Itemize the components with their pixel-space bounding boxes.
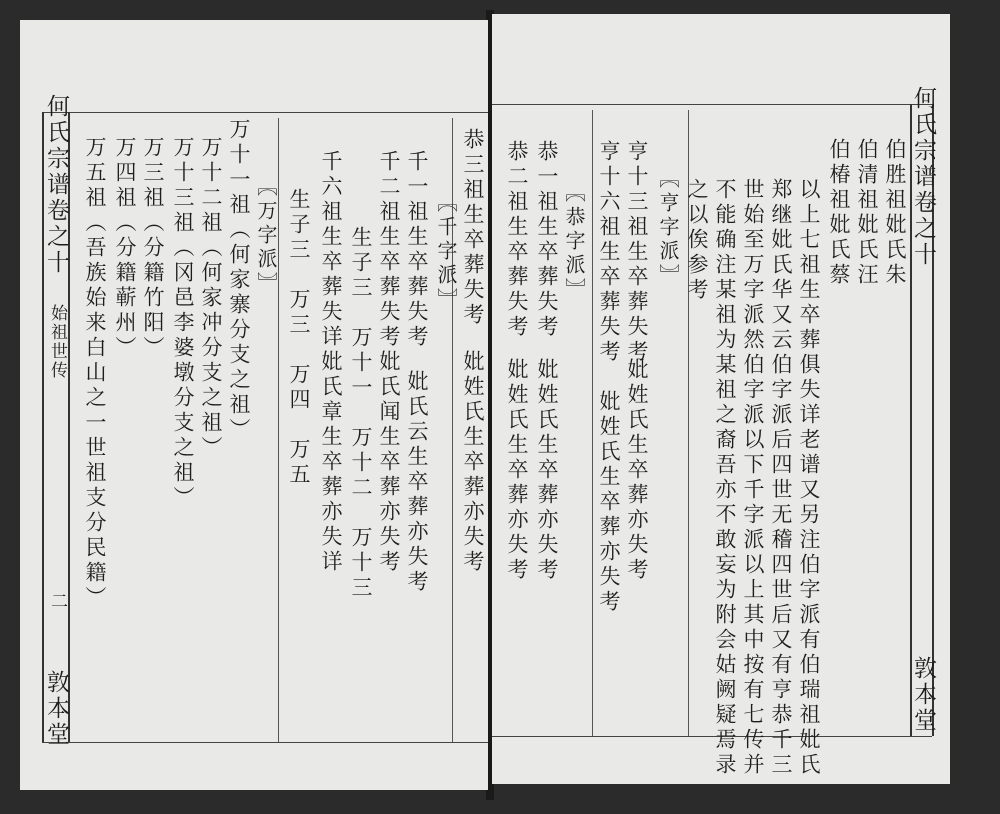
column-text: 万十一祖（何家寨分支之祖） xyxy=(227,118,251,443)
column-text: 恭三祖生卒葬失考 xyxy=(461,128,485,328)
column-text: 千六祖生卒葬失详 xyxy=(319,150,343,350)
column-text: 郑继妣氏华又云伯字派后四世无稽四世后又有亨恭千三 xyxy=(769,178,793,778)
column-text: 恭一祖生卒葬失考 xyxy=(535,140,559,340)
spine-page-number: 二 xyxy=(47,592,67,611)
spine-title: 何氏宗谱 xyxy=(43,94,69,198)
column-text: 妣姓氏生卒葬亦失考 xyxy=(597,390,621,615)
spine-volume: 卷之十 xyxy=(910,190,936,268)
right-page xyxy=(492,14,950,784)
column-text: 妣姓氏生卒葬亦失考 xyxy=(535,358,559,583)
top-border xyxy=(42,112,488,113)
column-text: 伯椿祖妣氏蔡 xyxy=(827,138,851,288)
column-text: 妣姓氏生卒葬亦失考 xyxy=(505,358,529,583)
column-text: 万十二祖（何家冲分支之祖） xyxy=(199,136,223,461)
column-text: 千一祖生卒葬失考 xyxy=(405,150,429,350)
column-text: 万三祖（分籍竹阳） xyxy=(141,136,165,361)
column-text: 万五祖（吾族始来白山之一世祖支分民籍） xyxy=(83,136,107,611)
section-header: 〖万字派〗 xyxy=(254,176,278,296)
column-text: 亨十三祖生卒葬失考 xyxy=(625,140,649,365)
spine-hall-name: 敦本堂 xyxy=(43,670,69,748)
bottom-border xyxy=(42,742,488,743)
column-text: 万四祖（分籍蕲州） xyxy=(113,136,137,361)
spine-title: 何氏宗谱 xyxy=(910,86,936,190)
column-text: 世始至万字派然伯字派以下千字派以上其中按有七传并 xyxy=(741,178,765,778)
spine-volume: 卷之十 xyxy=(43,198,69,276)
section-divider xyxy=(592,110,593,736)
column-text: 亨十六祖生卒葬失考 xyxy=(597,140,621,365)
column-text: 妣氏章生卒葬亦失详 xyxy=(319,350,343,575)
column-text: 恭二祖生卒葬失考 xyxy=(505,140,529,340)
column-text: 之以俟参考 xyxy=(685,178,709,303)
column-text: 千二祖生卒葬失考 xyxy=(377,150,401,350)
column-text: 妣氏云生卒葬亦失考 xyxy=(405,370,429,595)
section-header: 〖千字派〗 xyxy=(434,192,458,312)
column-text: 妣姓氏生卒葬亦失考 xyxy=(625,358,649,583)
column-text: 以上七祖生卒葬俱失详老谱又另注伯字派有伯瑞祖妣氏 xyxy=(797,178,821,778)
column-text: 妣氏闻生卒葬亦失考 xyxy=(377,350,401,575)
column-text: 伯清祖妣氏汪 xyxy=(855,138,879,288)
section-divider xyxy=(278,118,279,742)
column-text: 万十三祖（冈邑李婆墩分支之祖） xyxy=(171,136,195,511)
spine-hall-name: 敦本堂 xyxy=(910,656,936,734)
section-header: 〖恭字派〗 xyxy=(562,182,586,302)
column-text: 妣姓氏生卒葬亦失考 xyxy=(461,350,485,575)
spine-section: 始祖世传 xyxy=(47,304,67,380)
bottom-border xyxy=(492,736,932,737)
column-text: 生子三 万三 万四 万五 xyxy=(287,188,311,488)
column-text: 生子三 万十一 万十二 万十三 xyxy=(349,226,373,601)
top-border xyxy=(492,104,932,105)
column-text: 不能确注某祖为某祖之裔吾亦不敢妄为附会姑阙疑焉录 xyxy=(713,178,737,778)
column-text: 伯胜祖妣氏朱 xyxy=(883,138,907,288)
left-page xyxy=(20,20,488,790)
section-header: 〖亨字派〗 xyxy=(656,168,680,288)
